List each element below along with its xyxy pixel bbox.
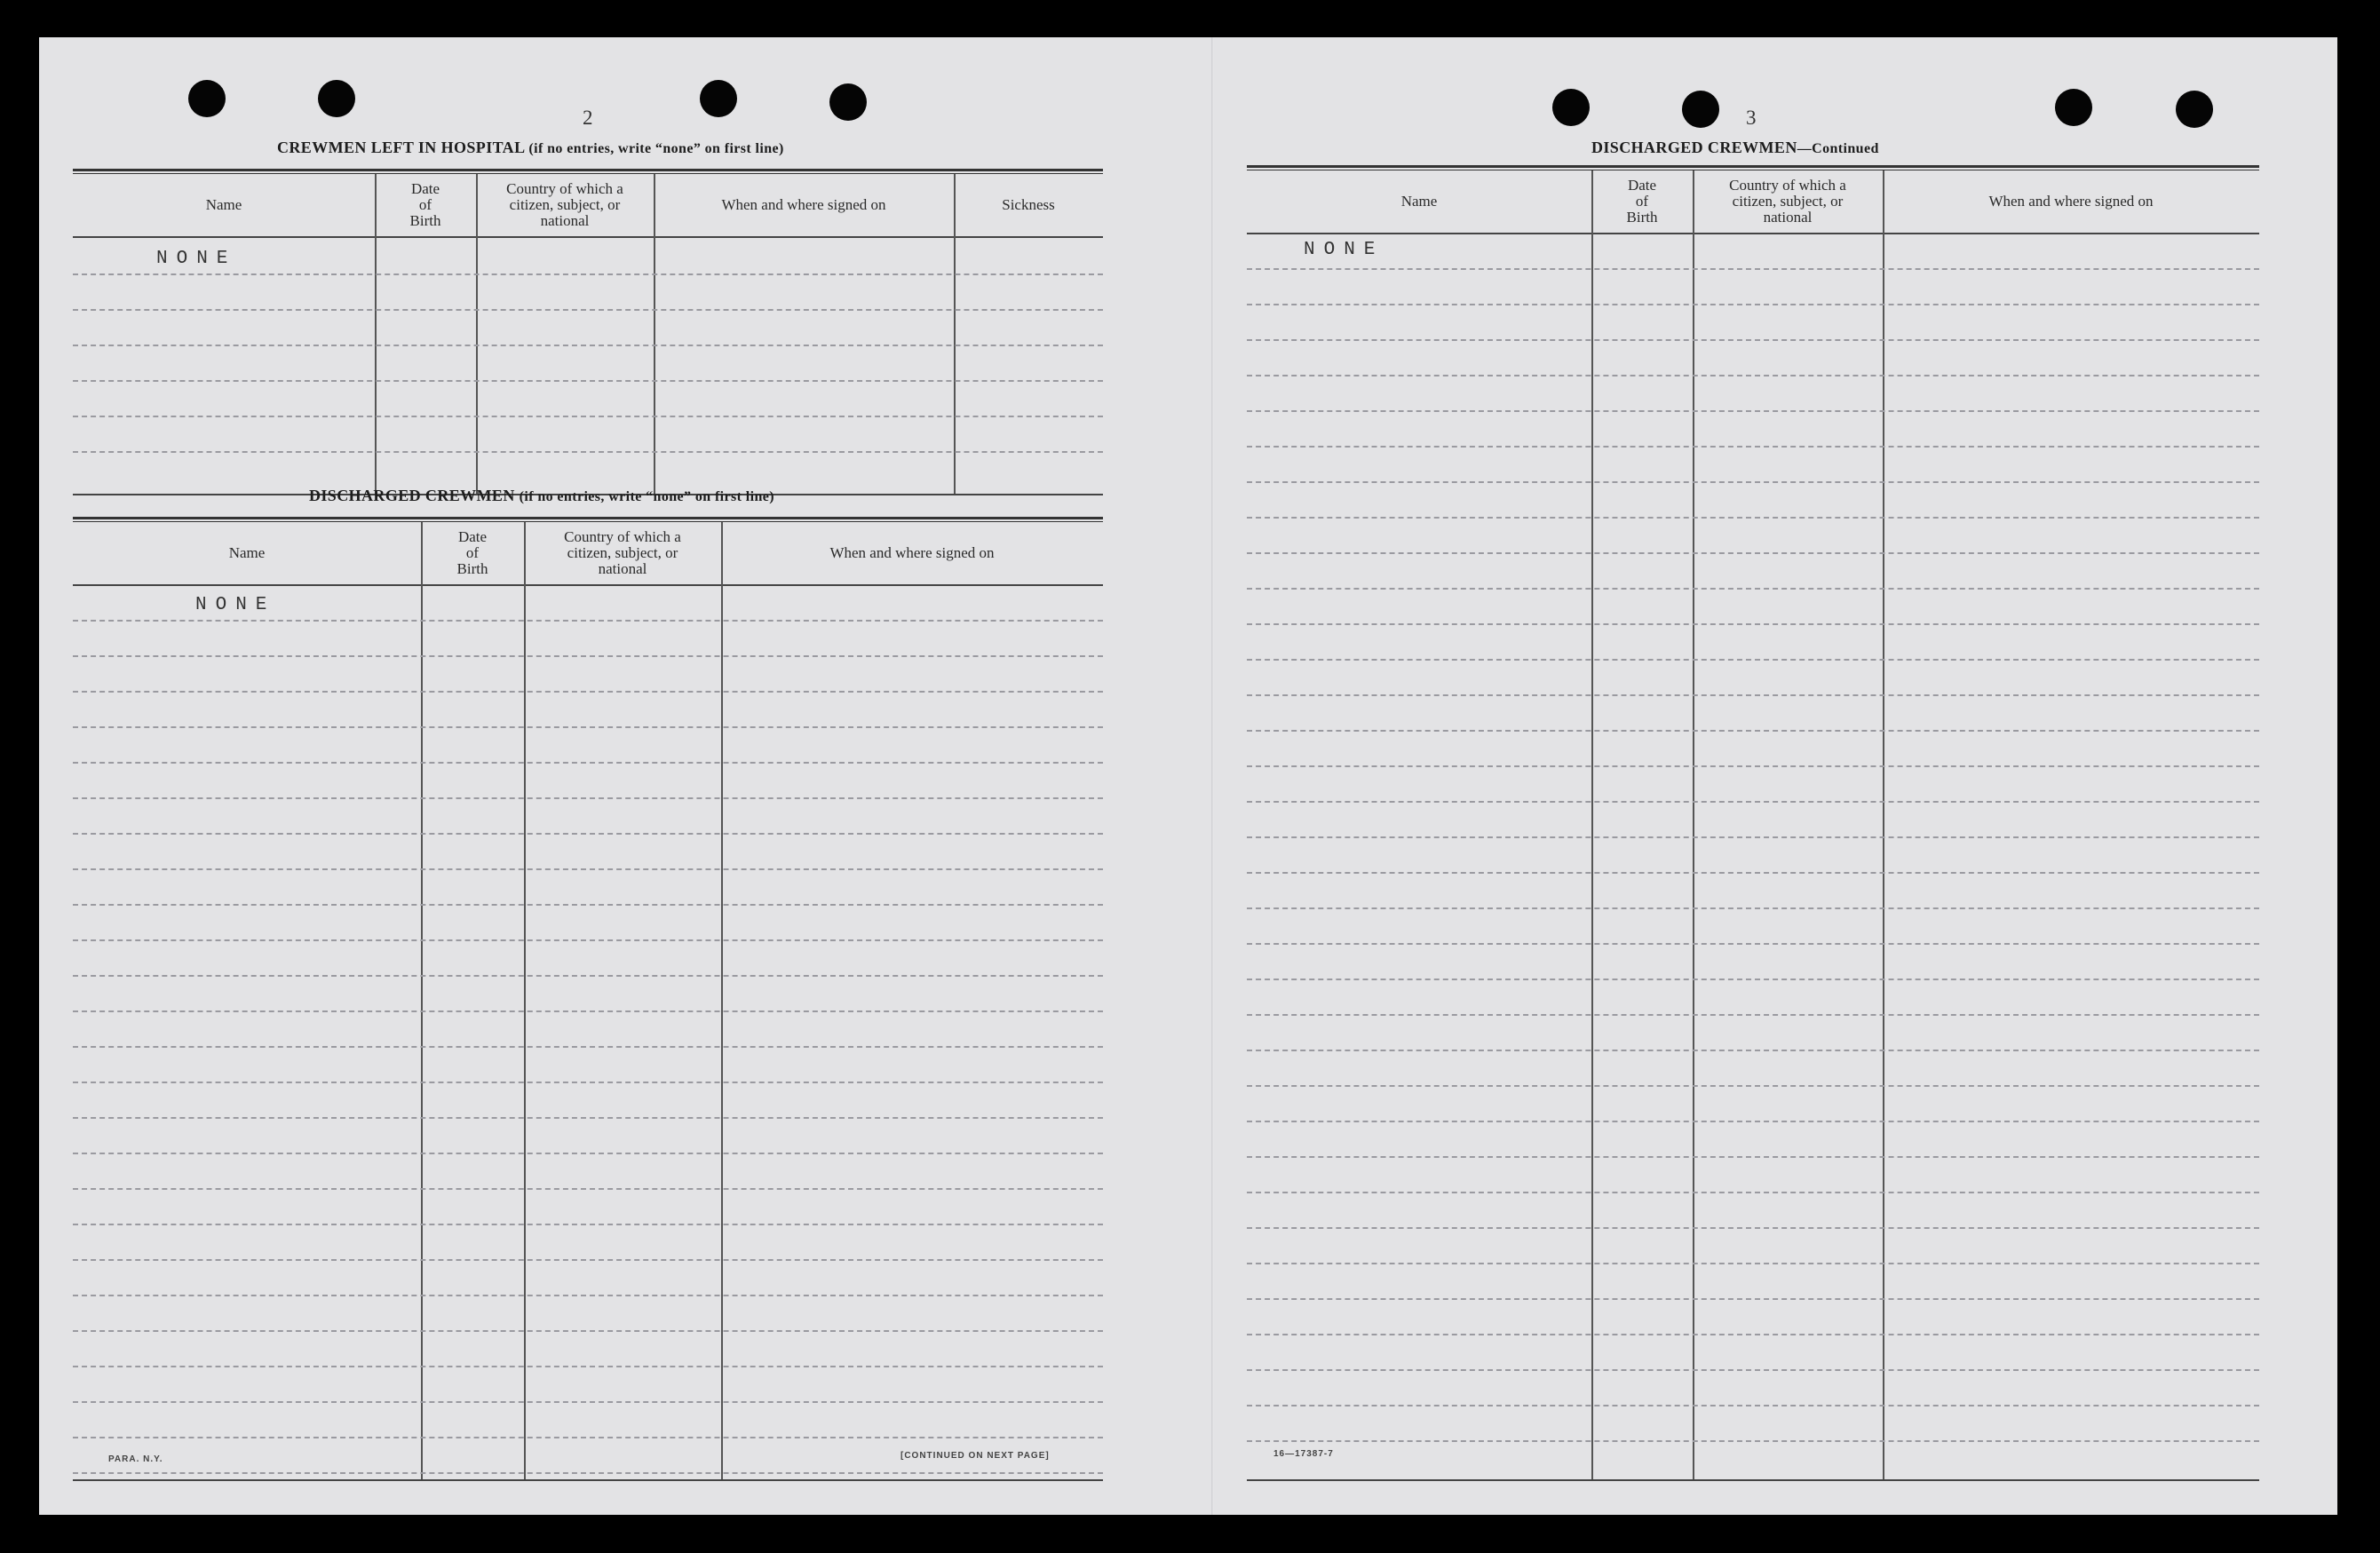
ruled-line: [73, 1153, 1103, 1154]
ruled-line: [73, 1472, 1103, 1474]
ruled-line: [73, 1046, 1103, 1048]
ruled-line: [73, 1437, 1103, 1438]
ruled-line: [1247, 1405, 2259, 1406]
ruled-line: [1247, 268, 2259, 270]
footer-printer-mark: PARA. N.Y.: [108, 1454, 163, 1464]
ruled-line: [1247, 304, 2259, 305]
ruled-line: [1247, 1085, 2259, 1087]
continued-title-text: DISCHARGED CREWMEN: [1591, 139, 1797, 156]
discharged-col-birth: Date of Birth: [456, 528, 488, 577]
discharged-title-instruction: (if no entries, write “none” on first line): [519, 489, 775, 504]
hospital-col-name: Name: [205, 196, 242, 214]
ruled-line: [73, 1295, 1103, 1296]
ruled-line: [1247, 375, 2259, 376]
ruled-line: [1247, 907, 2259, 909]
discharged-table-right: [1247, 165, 2259, 1483]
continued-entry-none: NONE: [1304, 240, 1384, 260]
punch-hole: [2176, 91, 2213, 128]
punch-hole: [188, 80, 226, 117]
ruled-line: [1247, 1440, 2259, 1442]
hospital-col-country: Country of which a citizen, subject, or national: [506, 180, 623, 229]
hospital-entry-none: NONE: [156, 249, 237, 269]
ruled-line: [1247, 1050, 2259, 1051]
ruled-line: [73, 1401, 1103, 1403]
discharged-col-signed: When and where signed on: [829, 544, 995, 562]
ruled-line: [73, 1224, 1103, 1225]
ruled-line: [1247, 481, 2259, 483]
ruled-line: [1247, 446, 2259, 448]
hospital-col-birth: Date of Birth: [409, 180, 441, 229]
hospital-section-title: [277, 139, 784, 157]
ruled-line: [1247, 517, 2259, 519]
ruled-line: [73, 1010, 1103, 1012]
discharged-title-text: DISCHARGED CREWMEN: [309, 487, 515, 504]
ruled-line: [73, 726, 1103, 728]
ruled-line: [73, 833, 1103, 835]
ruled-line: [1247, 1369, 2259, 1371]
ruled-line: [1247, 943, 2259, 945]
discharged-table-left: [73, 517, 1103, 1483]
ruled-line: [73, 620, 1103, 622]
ruled-line: [1247, 588, 2259, 590]
ruled-line: [1247, 730, 2259, 732]
ruled-line: [1247, 339, 2259, 341]
discharged-section-title: [309, 487, 774, 505]
punch-hole: [829, 83, 867, 121]
continued-col-name: Name: [1400, 193, 1438, 210]
page-number-left: 2: [583, 107, 593, 129]
punch-hole: [1682, 91, 1719, 128]
ruled-line: [73, 797, 1103, 799]
ruled-line: [73, 655, 1103, 657]
page-fold: [1211, 37, 1214, 1515]
ruled-line: [1247, 410, 2259, 412]
ruled-line: [73, 691, 1103, 693]
ruled-line: [73, 975, 1103, 977]
continued-col-signed: When and where signed on: [1988, 193, 2154, 210]
ruled-line: [1247, 1192, 2259, 1193]
continued-col-country: Country of which a citizen, subject, or national: [1729, 177, 1846, 226]
hospital-col-signed: When and where signed on: [721, 196, 886, 214]
ruled-line: [1247, 1334, 2259, 1335]
ruled-line: [1247, 1014, 2259, 1016]
punch-hole: [318, 80, 355, 117]
continued-col-birth: Date of Birth: [1626, 177, 1658, 226]
ruled-line: [1247, 552, 2259, 554]
ruled-line: [73, 1082, 1103, 1083]
document-sheet: [39, 37, 2337, 1515]
ruled-line: [1247, 1263, 2259, 1264]
ruled-line: [73, 868, 1103, 870]
ruled-line: [1247, 659, 2259, 661]
ruled-line: [73, 939, 1103, 941]
footer-continued: [CONTINUED ON NEXT PAGE]: [900, 1451, 1050, 1461]
ruled-line: [73, 904, 1103, 906]
footer-form-number: 16—17387-7: [1273, 1449, 1334, 1459]
ruled-line: [73, 1366, 1103, 1367]
ruled-line: [1247, 801, 2259, 803]
hospital-table: [73, 169, 1103, 497]
ruled-line: [1247, 694, 2259, 696]
ruled-line: [73, 1330, 1103, 1332]
ruled-line: [1247, 1227, 2259, 1229]
ruled-line: [1247, 836, 2259, 838]
ruled-line: [73, 1117, 1103, 1119]
page-number-right: 3: [1746, 107, 1757, 129]
ruled-line: [73, 1259, 1103, 1261]
ruled-line: [1247, 623, 2259, 625]
ruled-line: [1247, 1156, 2259, 1158]
hospital-title-instruction: (if no entries, write “none” on first line): [528, 141, 784, 156]
discharged-col-country: Country of which a citizen, subject, or national: [564, 528, 681, 577]
punch-hole: [1552, 89, 1590, 126]
ruled-line: [1247, 979, 2259, 980]
ruled-line: [1247, 1298, 2259, 1300]
ruled-line: [73, 1188, 1103, 1190]
hospital-title-text: CREWMEN LEFT IN HOSPITAL: [277, 139, 525, 156]
ruled-line: [73, 762, 1103, 764]
punch-hole: [700, 80, 737, 117]
discharged-entry-none: NONE: [195, 595, 276, 615]
ruled-line: [1247, 1121, 2259, 1122]
discharged-continued-title: [1591, 139, 1879, 157]
continued-title-suffix: —Continued: [1797, 141, 1879, 156]
hospital-col-sickness: Sickness: [1002, 196, 1055, 214]
punch-hole: [2055, 89, 2092, 126]
ruled-line: [1247, 872, 2259, 874]
discharged-col-name: Name: [228, 544, 266, 562]
ruled-line: [1247, 765, 2259, 767]
